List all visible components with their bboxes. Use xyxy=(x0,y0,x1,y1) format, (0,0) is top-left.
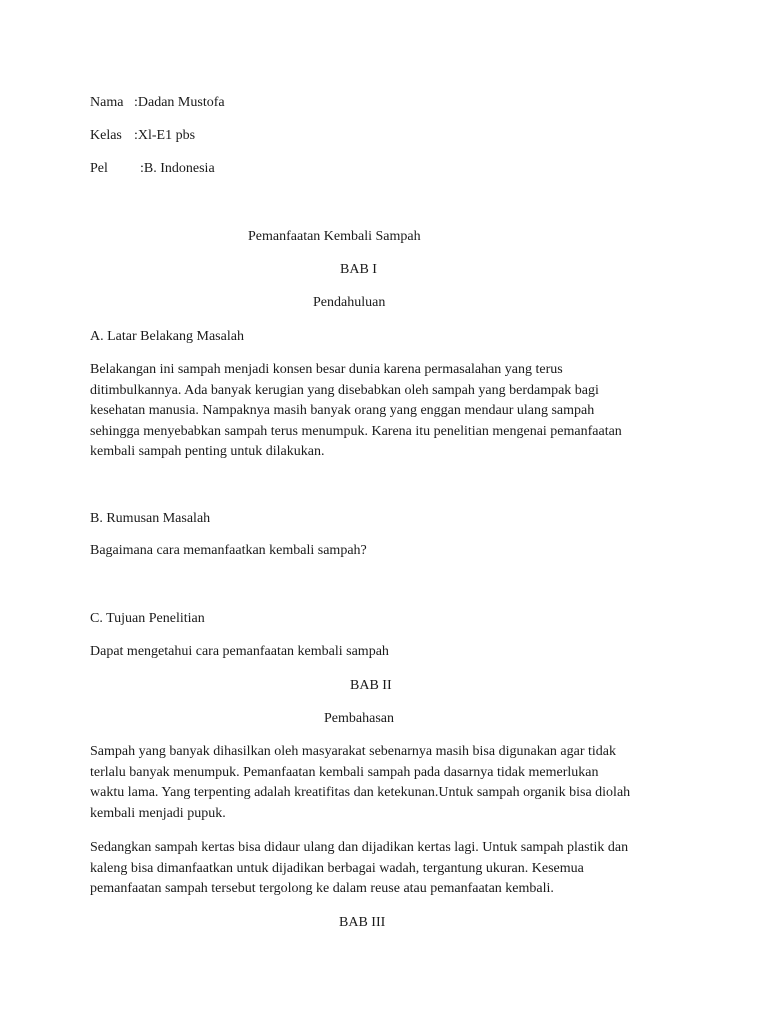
kelas-value: :Xl-E1 pbs xyxy=(134,128,196,143)
nama-label: Nama xyxy=(90,95,124,110)
section-b-heading: B. Rumusan Masalah xyxy=(90,511,211,526)
section-a-line: kembali sampah penting untuk dilakukan. xyxy=(90,444,325,459)
section-a-line: ditimbulkannya. Ada banyak kerugian yang disebabkan oleh sampah yang berdampak bagi xyxy=(90,382,599,398)
section-c-text: Dapat mengetahui cara pemanfaatan kembali sampah xyxy=(90,644,389,659)
section-c-heading: C. Tujuan Penelitian xyxy=(90,611,205,626)
bab3-heading: BAB III xyxy=(339,915,386,930)
pel-label: Pel xyxy=(90,161,108,176)
kelas-label: Kelas xyxy=(90,128,122,143)
bab2-paragraph-2 xyxy=(90,838,690,900)
bab2-subheading: Pembahasan xyxy=(324,711,394,726)
section-a-line: Belakangan ini sampah menjadi konsen besar dunia karena permasalahan yang terus xyxy=(90,362,563,377)
bab2-p2-line: kaleng bisa dimanfaatkan untuk dijadikan berbagai wadah, tergantung ukuran. Kesemua xyxy=(90,860,584,876)
bab1-subheading: Pendahuluan xyxy=(313,295,386,310)
section-a-paragraph xyxy=(90,360,690,463)
nama-line xyxy=(90,94,225,112)
section-a-line: kesehatan manusia. Nampaknya masih banyak orang yang enggan mendaur ulang sampah xyxy=(90,403,595,418)
section-a-heading: A. Latar Belakang Masalah xyxy=(90,329,244,344)
kelas-line xyxy=(90,127,195,145)
bab2-p2-line: pemanfaatan sampah tersebut tergolong ke dalam reuse atau pemanfaatan kembali. xyxy=(90,881,554,896)
nama-value: :Dadan Mustofa xyxy=(134,95,225,110)
bab2-p1-line: terlalu banyak menumpuk. Pemanfaatan kembali sampah pada dasarnya tidak memerlukan xyxy=(90,764,599,780)
section-b-text: Bagaimana cara memanfaatkan kembali sampah? xyxy=(90,543,367,558)
bab2-paragraph-1 xyxy=(90,742,690,824)
bab2-heading: BAB II xyxy=(350,678,392,693)
bab2-p1-line: kembali menjadi pupuk. xyxy=(90,805,226,821)
bab1-heading: BAB I xyxy=(340,262,377,277)
bab2-p2-line: Sedangkan sampah kertas bisa didaur ulang dan dijadikan kertas lagi. Untuk sampah plastik dan xyxy=(90,840,629,855)
pel-line xyxy=(90,160,215,178)
pel-value: :B. Indonesia xyxy=(140,161,215,176)
document-title: Pemanfaatan Kembali Sampah xyxy=(248,229,421,244)
section-a-line: sehingga menyebabkan sampah terus menumpuk. Karena itu penelitian mengenai pemanfaatan xyxy=(90,423,622,439)
bab2-p1-line: Sampah yang banyak dihasilkan oleh masyarakat sebenarnya masih bisa digunakan agar tidak xyxy=(90,744,616,759)
bab2-p1-line: waktu lama. Yang terpenting adalah kreatifitas dan ketekunan.Untuk sampah organik bisa diolah xyxy=(90,785,631,800)
